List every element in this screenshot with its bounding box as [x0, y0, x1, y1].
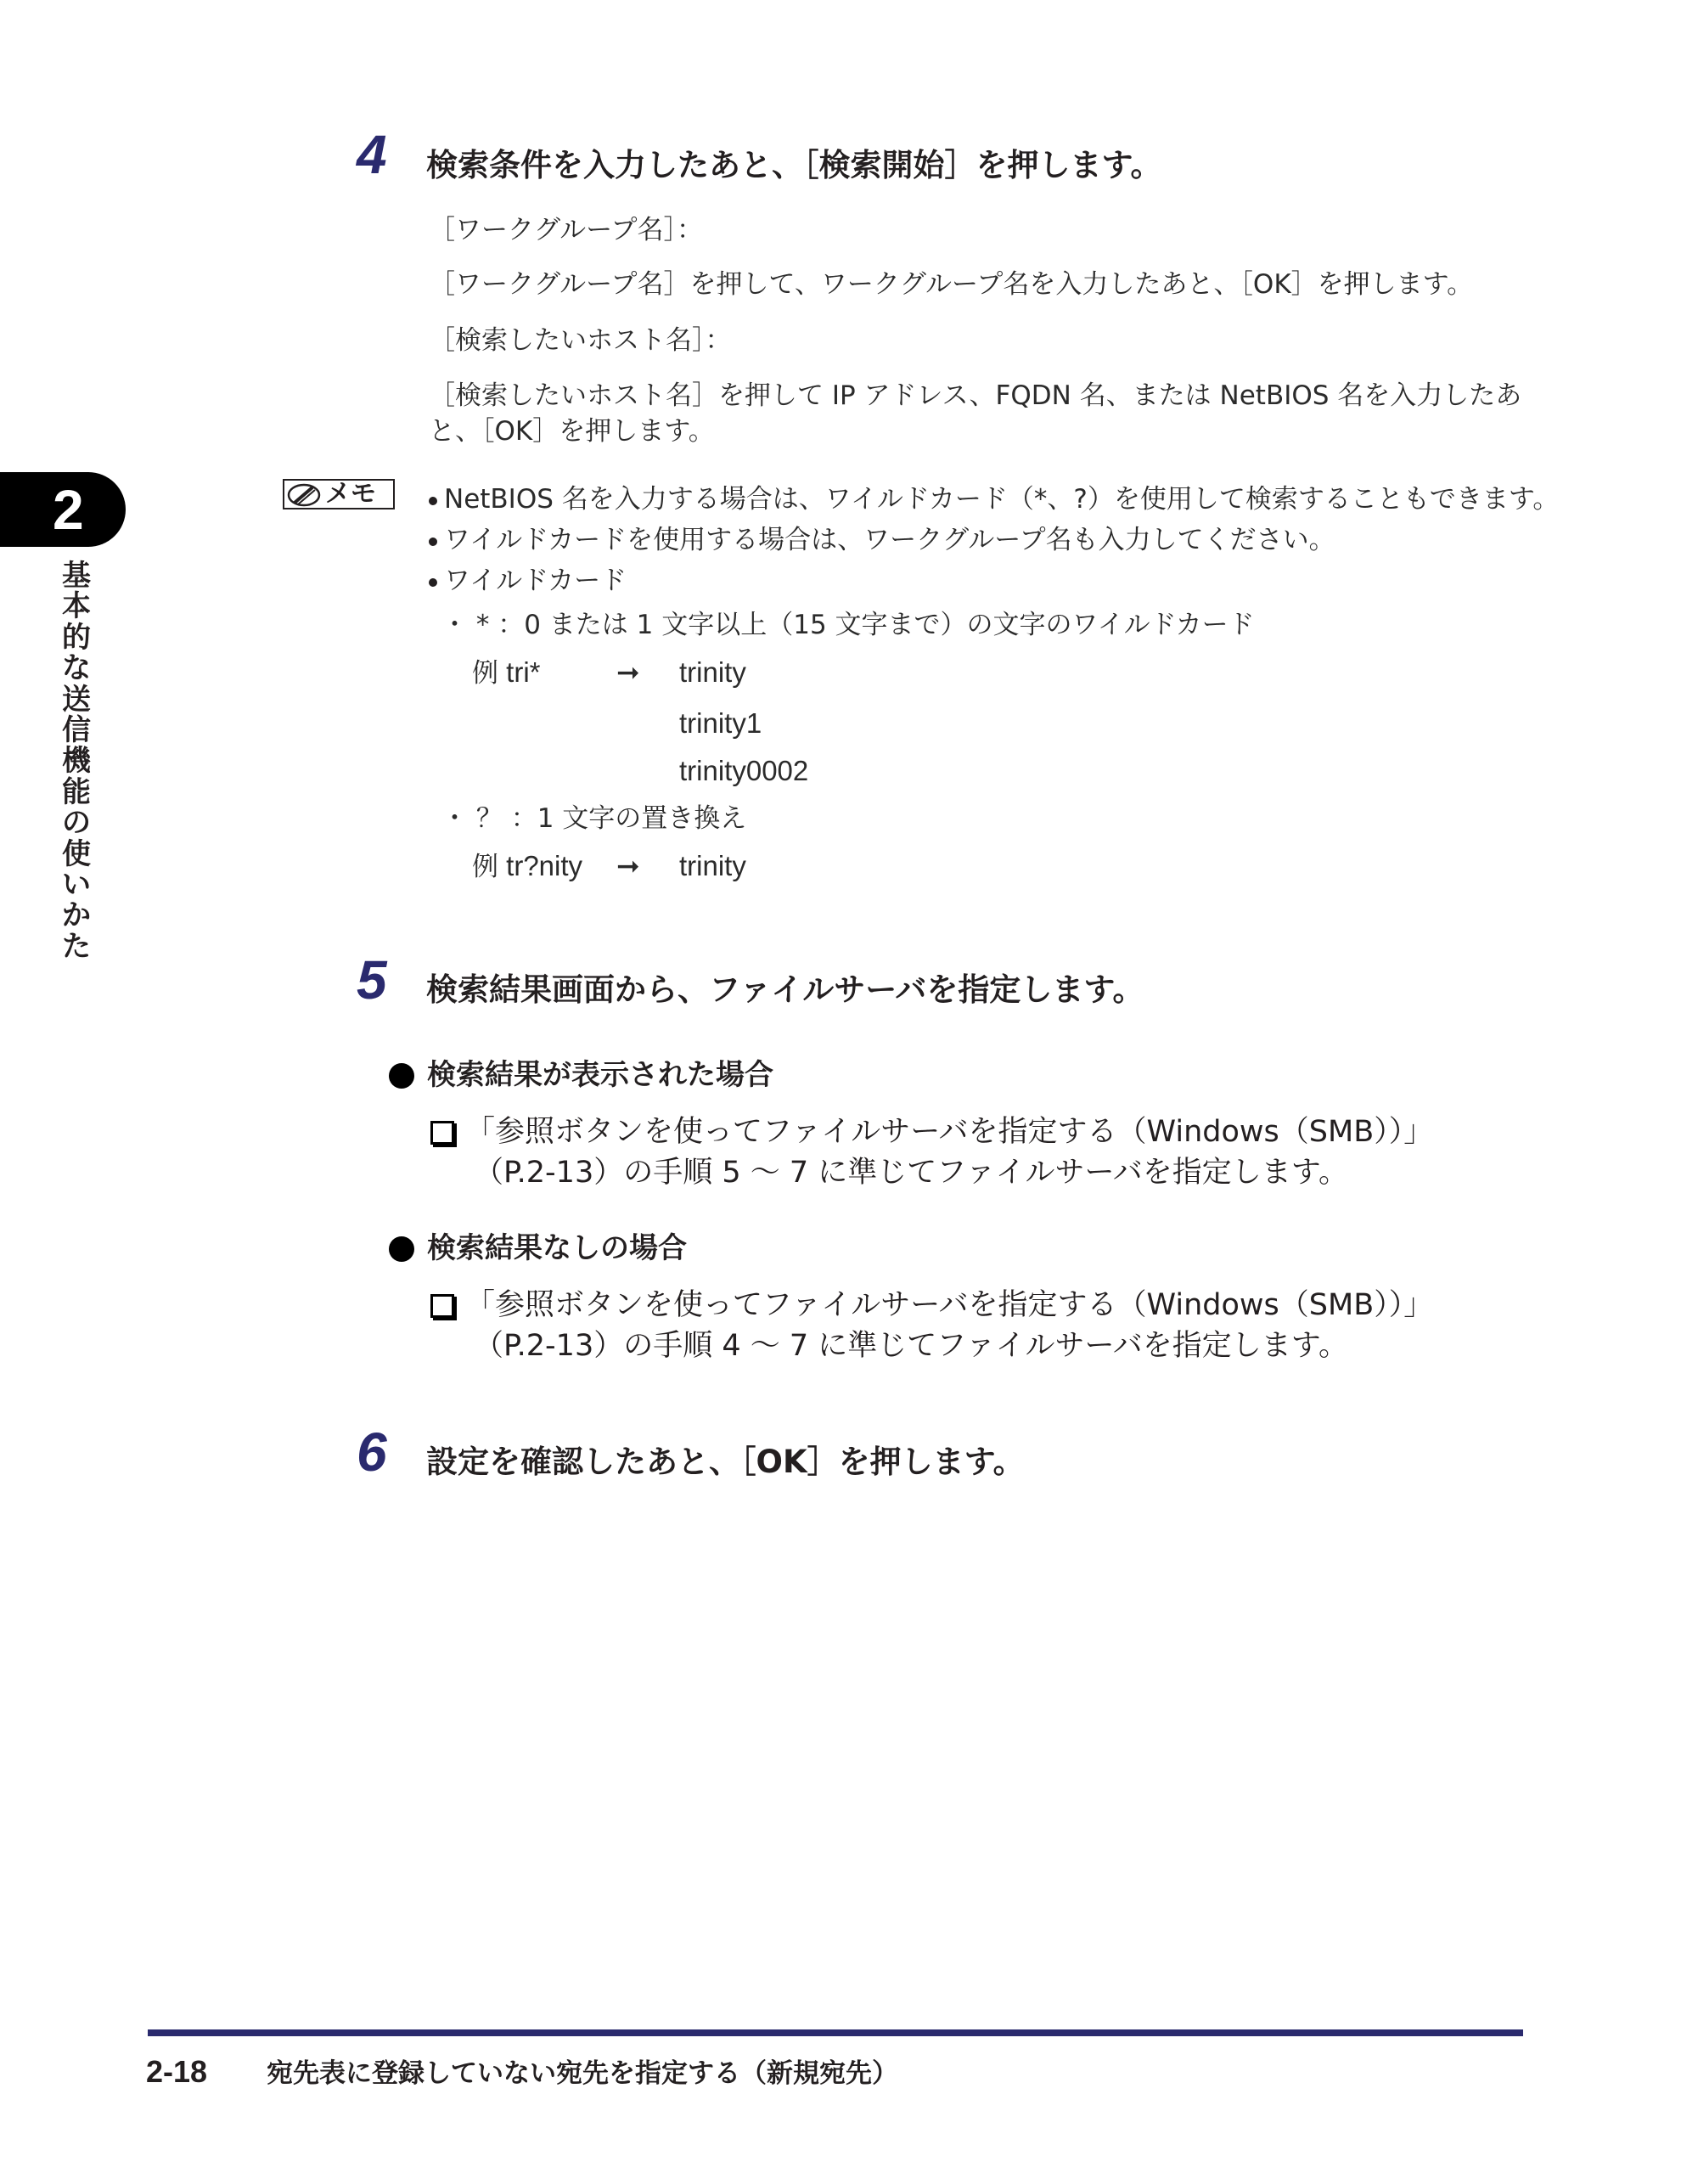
chapter-title: 基本的な送信機能の使いかた	[62, 559, 91, 964]
question-example-pattern: tr?nity	[506, 850, 583, 881]
memo-item-2	[429, 523, 1335, 557]
chapter-tab	[0, 472, 126, 547]
question-example	[472, 849, 582, 884]
bullet-dot	[429, 497, 437, 505]
step-4-number: 4	[357, 124, 387, 185]
example-prefix: 例	[472, 658, 498, 689]
pencil-icon	[287, 482, 321, 508]
host-description-line-1: ［検索したいホスト名］を押して IP アドレス、FQDN 名、または NetBIOS 名を入力したあ	[429, 380, 1522, 411]
star-result-1: trinity	[679, 656, 746, 688]
step-5-number: 5	[357, 949, 387, 1010]
workgroup-description: ［ワークグループ名］を押して、ワークグループ名を入力したあと、［OK］を押します。	[429, 269, 1474, 300]
memo-item-3	[429, 564, 627, 598]
example-prefix: 例	[472, 852, 498, 882]
footer-section-title: 宛先表に登録していない宛先を指定する（新規宛先）	[267, 2058, 898, 2089]
step-4-title: 検索条件を入力したあと、［検索開始］を押します。	[426, 147, 1162, 183]
bullet-dot	[429, 578, 437, 587]
step-5-title: 検索結果画面から、ファイルサーバを指定します。	[426, 971, 1144, 1008]
memo-text: メモ	[325, 479, 376, 509]
memo-item-3-text: ワイルドカード	[444, 566, 627, 596]
page-number: 2-18	[146, 2054, 208, 2089]
star-example-pattern: tri*	[506, 656, 541, 688]
case-2-heading: 検索結果なしの場合	[427, 1231, 687, 1265]
arrow-icon: ➞	[616, 656, 640, 688]
circle-bullet	[389, 1236, 414, 1262]
checkbox-bullet-icon	[430, 1121, 454, 1145]
case-2-line-1: 「参照ボタンを使ってファイルサーバを指定する（Windows（SMB））」	[465, 1288, 1434, 1322]
bullet-dot	[429, 538, 437, 546]
step-6-title: 設定を確認したあと、［OK］を押します。	[426, 1444, 1025, 1480]
arrow-icon: ➞	[616, 850, 640, 881]
question-result: trinity	[679, 850, 746, 881]
footer-rule	[148, 2029, 1523, 2036]
case-1-heading: 検索結果が表示された場合	[427, 1058, 773, 1092]
host-description-line-2: と、［OK］を押します。	[429, 416, 715, 447]
memo-item-1	[429, 482, 1559, 516]
star-result-3: trinity0002	[679, 755, 809, 786]
star-example	[472, 656, 541, 690]
chapter-number: 2	[53, 478, 84, 541]
host-description	[429, 378, 1532, 449]
workgroup-label: ［ワークグループ名］：	[429, 215, 704, 245]
wildcard-star-rule: ・ * ：0 または 1 文字以上（15 文字まで）の文字のワイルドカード	[441, 610, 1255, 640]
memo-item-1-text: NetBIOS 名を入力する場合は、ワイルドカード（*、?）を使用して検索することもできます。	[444, 484, 1560, 515]
step-6-number: 6	[357, 1421, 387, 1483]
case-2-line-2: （P.2-13）の手順 4 〜 7 に準じてファイルサーバを指定します。	[474, 1329, 1349, 1363]
memo-label	[283, 479, 395, 509]
circle-bullet	[389, 1063, 414, 1089]
star-result-2: trinity1	[679, 707, 762, 739]
memo-item-2-text: ワイルドカードを使用する場合は、ワークグループ名も入力してください。	[444, 525, 1335, 555]
case-1-line-1: 「参照ボタンを使ってファイルサーバを指定する（Windows（SMB））」	[465, 1115, 1434, 1149]
host-label: ［検索したいホスト名］：	[429, 325, 732, 356]
checkbox-bullet-icon	[430, 1294, 454, 1318]
wildcard-question-rule: ・ ？ ：1 文字の置き換え	[441, 803, 747, 834]
case-1-line-2: （P.2-13）の手順 5 〜 7 に準じてファイルサーバを指定します。	[474, 1156, 1349, 1190]
